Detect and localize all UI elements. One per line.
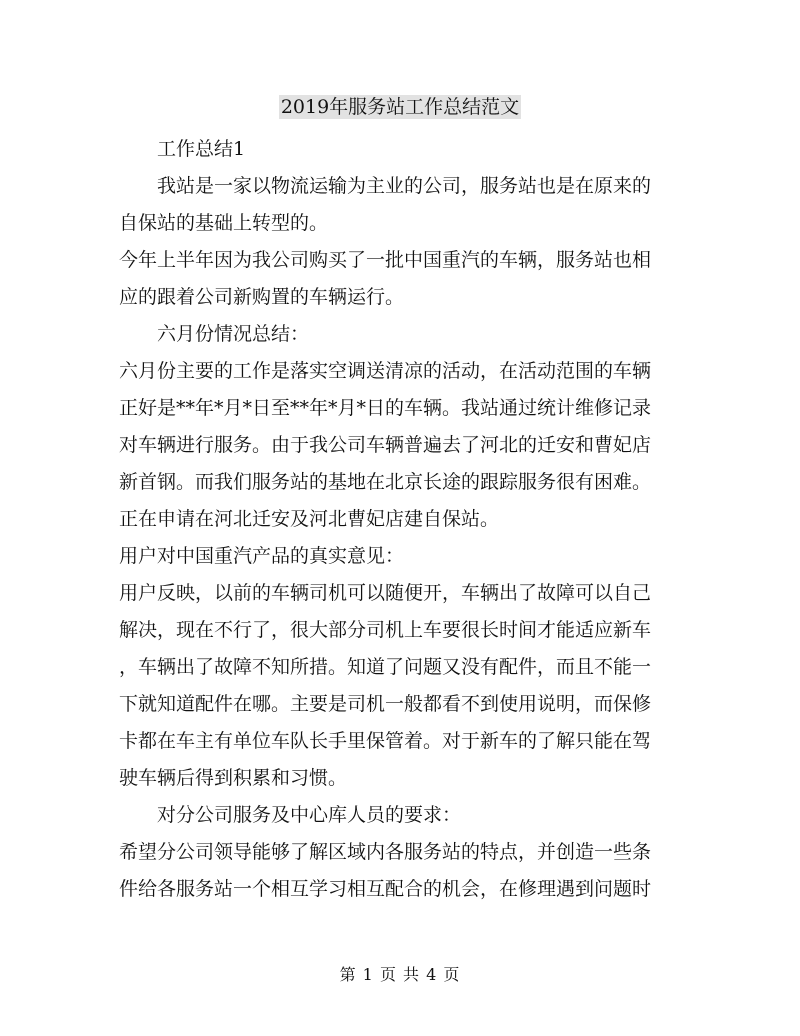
document-title	[0, 94, 800, 120]
paragraph-line: 件给各服务站一个相互学习相互配合的机会，在修理遇到问题时	[119, 878, 652, 900]
paragraph-line: 用户反映，以前的车辆司机可以随便开，车辆出了故障可以自己	[119, 582, 652, 604]
paragraph-line: 今年上半年因为我公司购买了一批中国重汽的车辆，服务站也相	[119, 249, 652, 271]
paragraph-line: 新首钢。而我们服务站的基地在北京长途的跟踪服务很有困难。	[119, 471, 652, 493]
paragraph-line: ，车辆出了故障不知所措。知道了问题又没有配件，而且不能一	[119, 656, 652, 678]
paragraph-line: 六月份主要的工作是落实空调送清凉的活动，在活动范围的车辆	[119, 360, 652, 382]
document-title-text: 2019年服务站工作总结范文	[280, 96, 520, 118]
section-heading: 用户对中国重汽产品的真实意见：	[119, 545, 405, 567]
paragraph-line: 希望分公司领导能够了解区域内各服务站的特点，并创造一些条	[119, 841, 652, 863]
paragraph-line: 下就知道配件在哪。主要是司机一般都看不到使用说明，而保修	[119, 693, 652, 715]
paragraph-line: 正在申请在河北迁安及河北曹妃店建自保站。	[119, 508, 500, 530]
document-body	[119, 131, 679, 908]
paragraph-line: 解决，现在不行了，很大部分司机上车要很长时间才能适应新车	[119, 619, 652, 641]
section-heading: 对分公司服务及中心库人员的要求：	[157, 804, 462, 826]
paragraph-line: 驶车辆后得到积累和习惯。	[119, 767, 348, 789]
paragraph-line: 正好是**年*月*日至**年*月*日的车辆。我站通过统计维修记录	[119, 397, 652, 419]
paragraph-line: 自保站的基础上转型的。	[119, 212, 329, 234]
section-heading: 六月份情况总结：	[157, 323, 310, 345]
page-number-footer: 第 1 页 共 4 页	[339, 965, 461, 984]
paragraph-line: 应的跟着公司新购置的车辆运行。	[119, 286, 405, 308]
paragraph-line: 对车辆进行服务。由于我公司车辆普遍去了河北的迁安和曹妃店	[119, 434, 652, 456]
section-heading: 工作总结1	[157, 138, 246, 160]
paragraph-line: 我站是一家以物流运输为主业的公司，服务站也是在原来的	[157, 175, 652, 197]
paragraph-line: 卡都在车主有单位车队长手里保管着。对于新车的了解只能在驾	[119, 730, 652, 752]
